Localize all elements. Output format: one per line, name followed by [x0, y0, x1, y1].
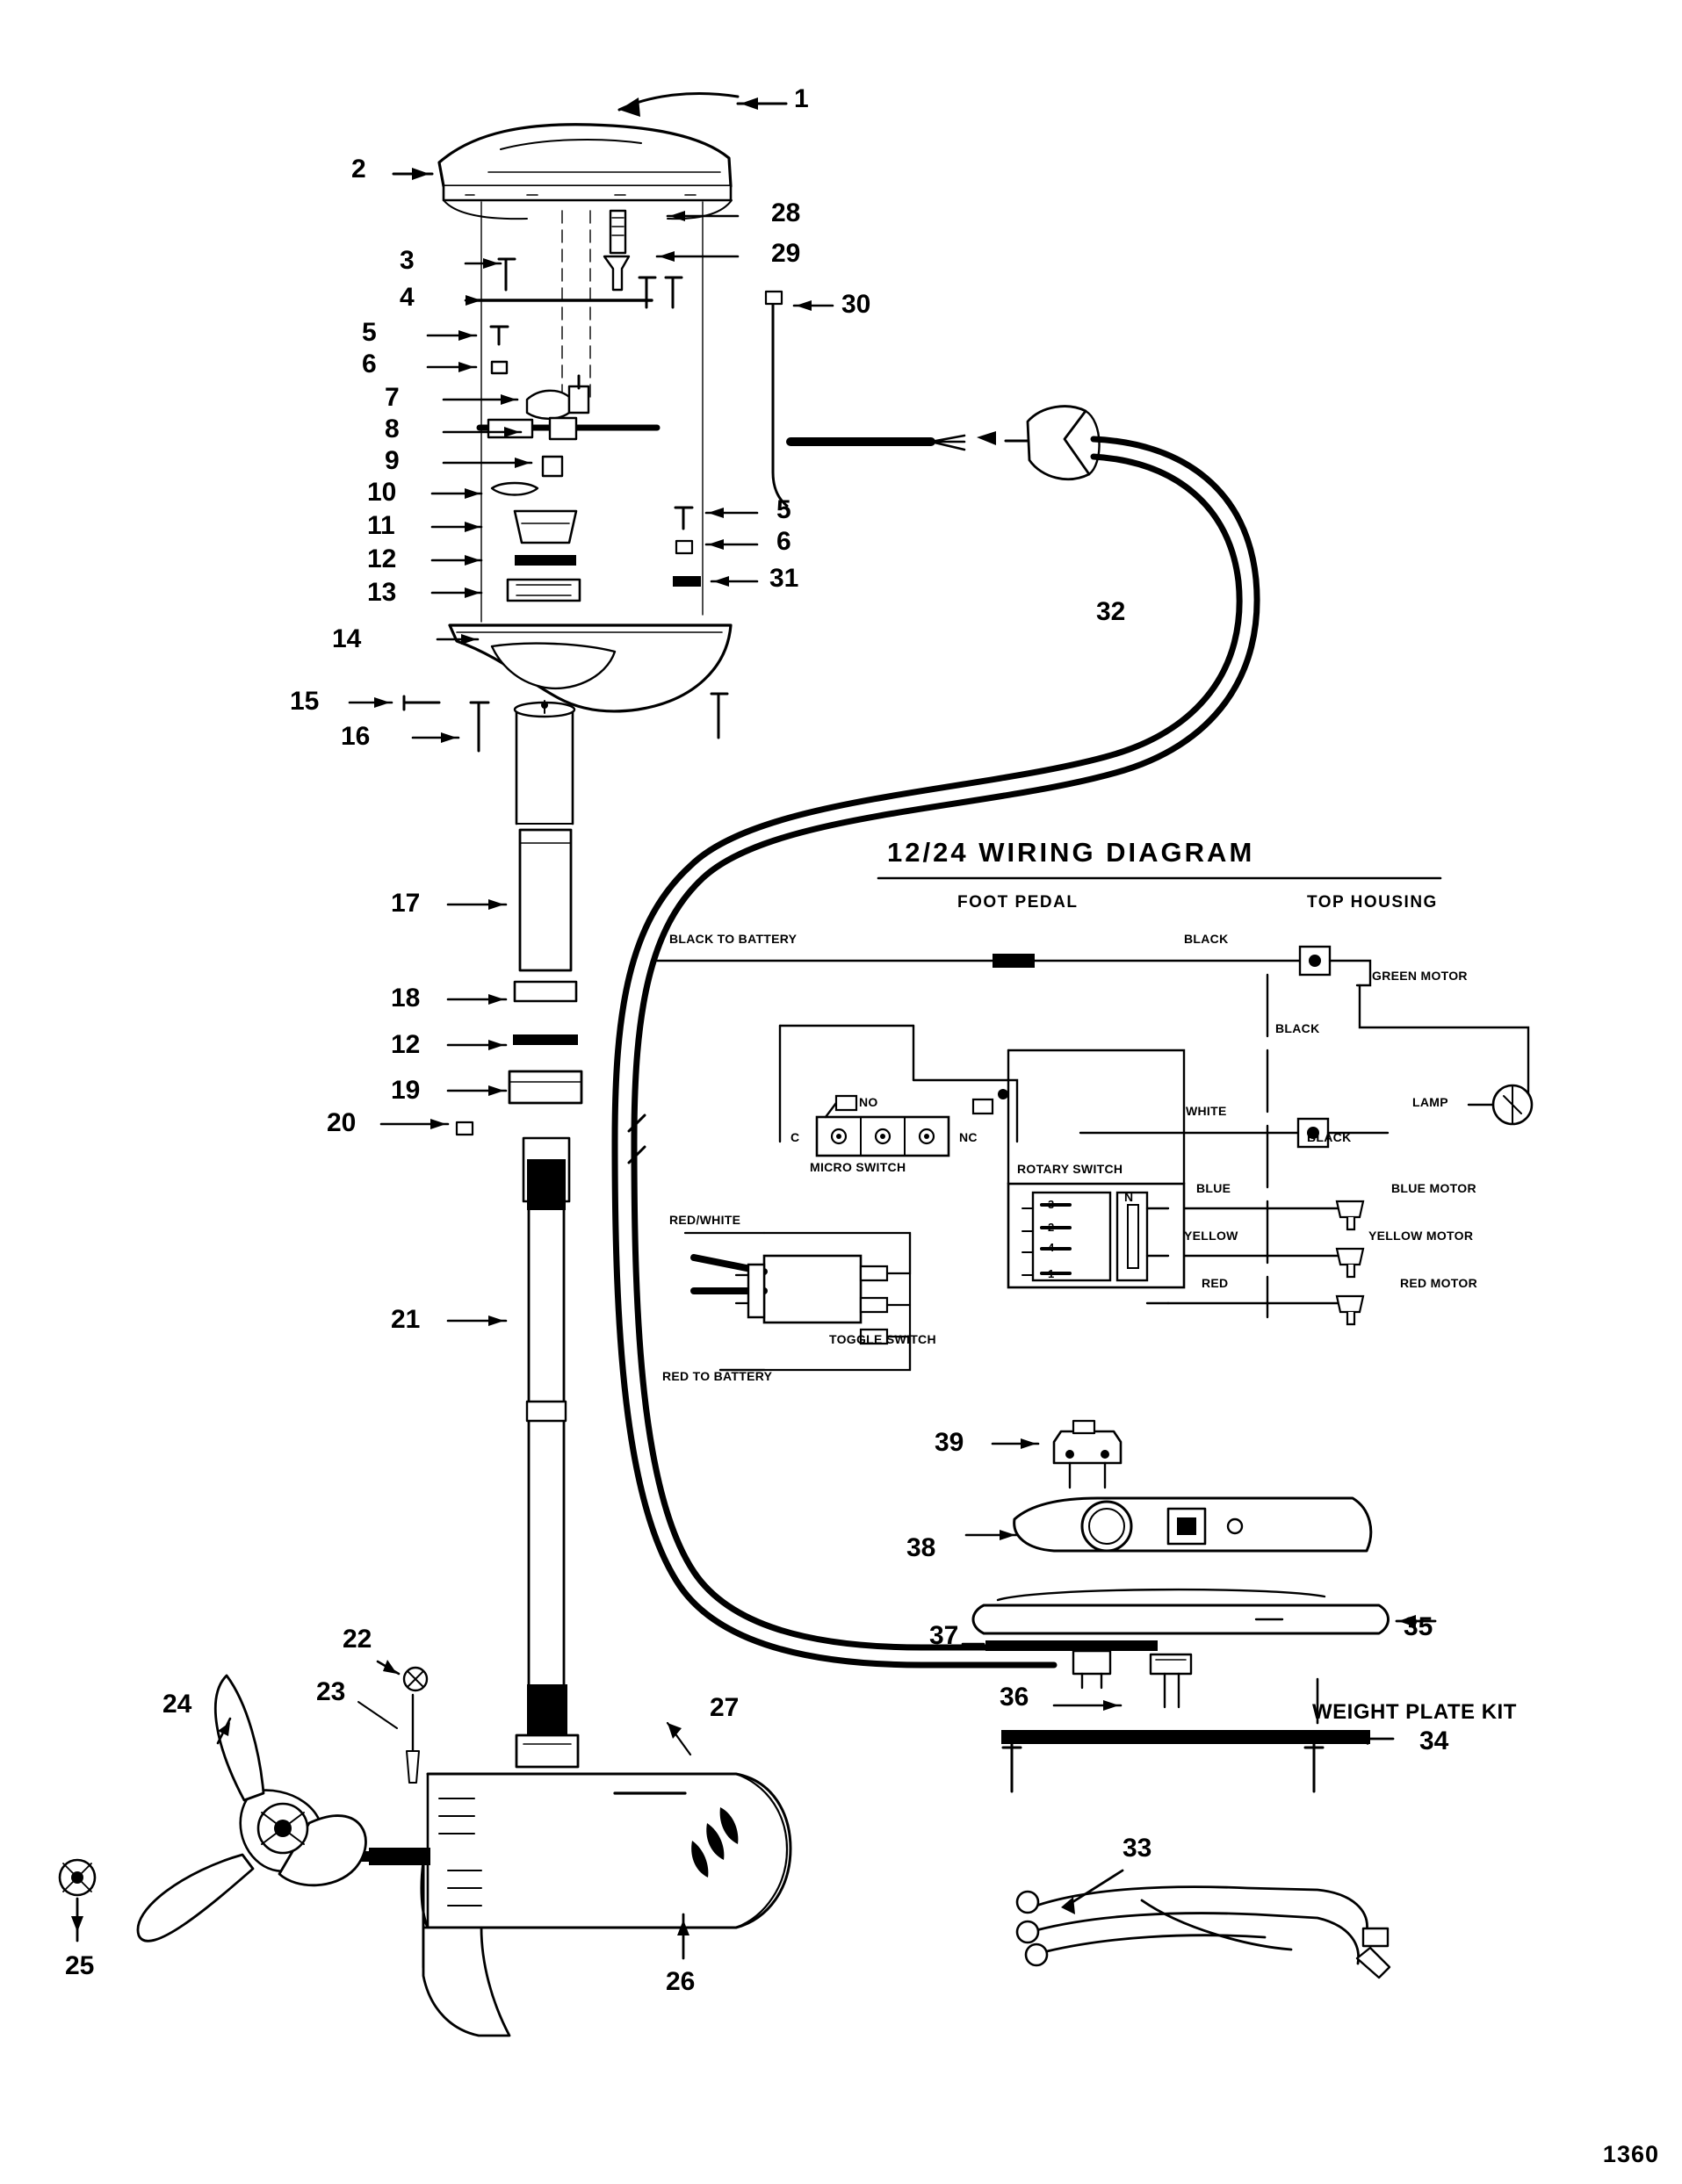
- callout-30: 30: [841, 290, 871, 319]
- callout-14: 14: [332, 624, 362, 653]
- callout-27: 27: [710, 1693, 740, 1722]
- callout-10: 10: [367, 478, 397, 507]
- callout-9: 9: [385, 446, 400, 475]
- toggle-switch-label: TOGGLE SWITCH: [829, 1332, 936, 1346]
- callout-36: 36: [1000, 1683, 1029, 1712]
- callout-23: 23: [316, 1677, 346, 1706]
- wire-label-red-white: RED/WHITE: [669, 1213, 741, 1227]
- callout-34: 34: [1419, 1726, 1449, 1755]
- callout-25: 25: [65, 1951, 95, 1980]
- wiring-column-top-housing: TOP HOUSING: [1307, 893, 1438, 912]
- callout-16: 16: [341, 722, 371, 751]
- micro-switch-label: MICRO SWITCH: [810, 1160, 906, 1174]
- callout-21: 21: [391, 1305, 421, 1334]
- callout-13: 13: [367, 578, 397, 607]
- wire-label-black-1: BLACK: [1184, 932, 1229, 946]
- rotary-switch-neutral: N: [1124, 1190, 1134, 1204]
- callout-11: 11: [367, 511, 395, 540]
- callout-8: 8: [385, 414, 400, 443]
- callout-12: 12: [367, 544, 397, 573]
- callout-35: 35: [1404, 1612, 1433, 1641]
- wiring-diagram-title: 12/24 WIRING DIAGRAM: [887, 837, 1255, 868]
- callout-2: 2: [351, 155, 366, 184]
- wire-label-black-2: BLACK: [1275, 1021, 1320, 1035]
- callout-29: 29: [771, 239, 801, 268]
- callout-33: 33: [1123, 1834, 1152, 1863]
- callout-38: 38: [906, 1533, 936, 1562]
- callout-15: 15: [290, 687, 320, 716]
- callout-5: 5: [362, 318, 377, 347]
- wire-label-black-to-battery: BLACK TO BATTERY: [669, 932, 798, 946]
- callout-28: 28: [771, 198, 801, 227]
- callout-6b: 6: [776, 527, 791, 556]
- rotary-switch-label: ROTARY SWITCH: [1017, 1162, 1123, 1176]
- callout-5b: 5: [776, 495, 791, 524]
- rotary-pin-3: 3: [1048, 1198, 1055, 1211]
- callout-6: 6: [362, 350, 377, 378]
- callout-7: 7: [385, 383, 400, 412]
- callout-12b: 12: [391, 1030, 421, 1059]
- rotary-pin-4: 4: [1048, 1241, 1055, 1254]
- wire-label-lamp: LAMP: [1412, 1095, 1448, 1109]
- callout-39: 39: [935, 1428, 964, 1457]
- callout-22: 22: [343, 1625, 372, 1654]
- callout-1: 1: [794, 84, 809, 113]
- wire-label-red-motor: RED MOTOR: [1400, 1276, 1477, 1290]
- wire-label-red-to-battery: RED TO BATTERY: [662, 1369, 773, 1383]
- weight-plate-kit-label: WEIGHT PLATE KIT: [1312, 1700, 1517, 1724]
- callout-4: 4: [400, 283, 415, 312]
- callout-18: 18: [391, 984, 421, 1013]
- wire-label-white: WHITE: [1186, 1104, 1227, 1118]
- micro-switch-terminal-nc: NC: [959, 1130, 978, 1144]
- callout-32: 32: [1096, 597, 1126, 626]
- wire-label-green-motor: GREEN MOTOR: [1372, 969, 1468, 983]
- micro-switch-terminal-c: C: [790, 1130, 800, 1144]
- callout-17: 17: [391, 889, 421, 918]
- wire-label-red: RED: [1202, 1276, 1229, 1290]
- callout-24: 24: [162, 1690, 192, 1719]
- sheet-number: 1360: [1602, 2141, 1659, 2167]
- callout-26: 26: [666, 1967, 696, 1996]
- callout-20: 20: [327, 1108, 357, 1137]
- callout-19: 19: [391, 1076, 421, 1105]
- wiring-column-foot-pedal: FOOT PEDAL: [957, 893, 1079, 912]
- wire-label-black-3: BLACK: [1307, 1130, 1352, 1144]
- callout-3: 3: [400, 246, 415, 275]
- wire-label-blue-motor: BLUE MOTOR: [1391, 1181, 1476, 1195]
- wire-label-yellow: YELLOW: [1184, 1229, 1238, 1243]
- micro-switch-terminal-no: NO: [859, 1095, 878, 1109]
- wire-label-blue: BLUE: [1196, 1181, 1231, 1195]
- rotary-pin-2: 2: [1048, 1221, 1055, 1234]
- wire-label-yellow-motor: YELLOW MOTOR: [1368, 1229, 1474, 1243]
- callout-37: 37: [929, 1621, 959, 1650]
- rotary-pin-1: 1: [1048, 1267, 1055, 1280]
- callout-31: 31: [769, 564, 799, 593]
